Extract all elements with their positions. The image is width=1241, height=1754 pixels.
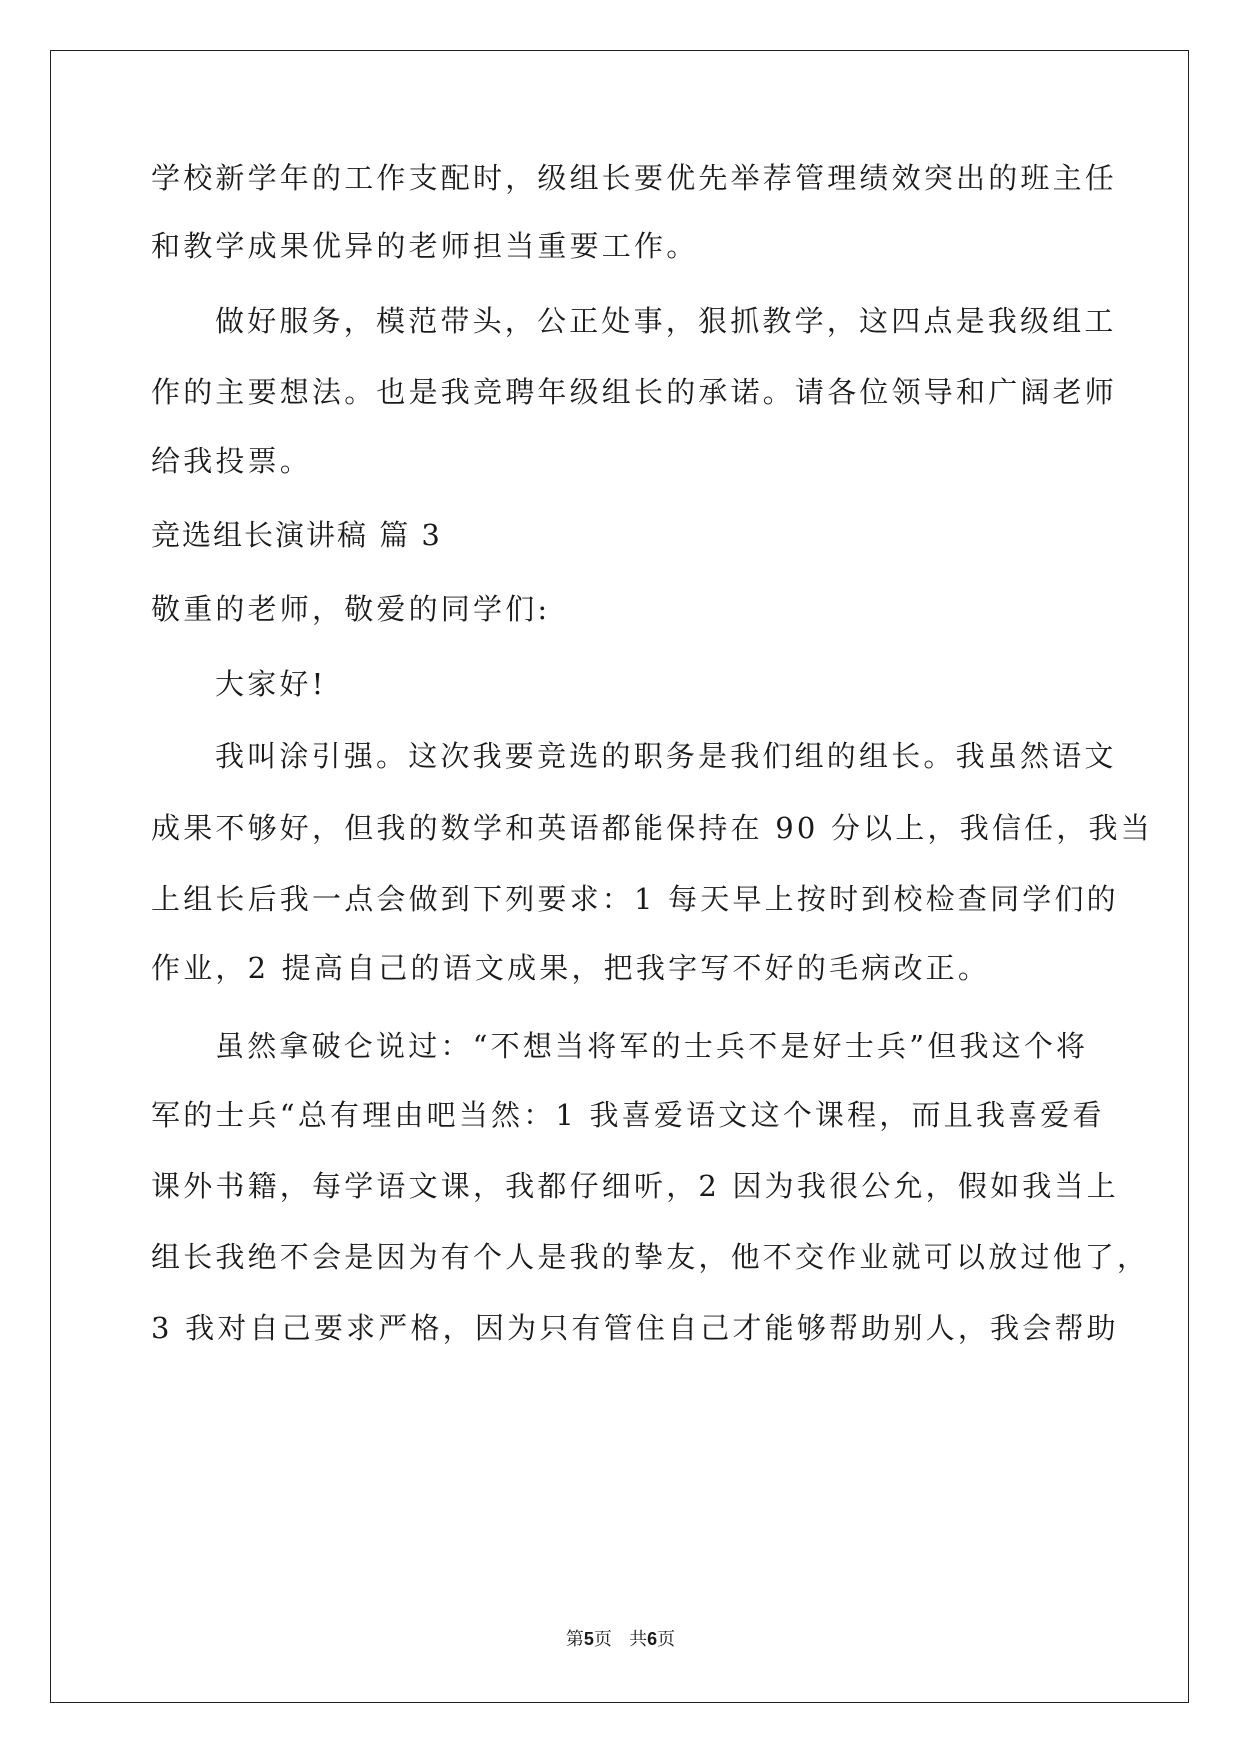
paragraph-line: 给我投票。 (151, 444, 313, 478)
paragraph-line: 作的主要想法。也是我竞聘年级组长的承诺。请各位领导和广阔老师 (151, 375, 1118, 409)
paragraph-line: 军的士兵“总有理由吧当然：1 我喜爱语文这个课程，而且我喜爱看 (151, 1098, 1105, 1132)
paragraph-line: 虽然拿破仑说过：“不想当将军的士兵不是好士兵”但我这个将 (215, 1029, 1089, 1063)
paragraph-line: 3 我对自己要求严格，因为只有管住自己才能够帮助别人，我会帮助 (151, 1311, 1119, 1345)
current-page-number: 5 (583, 1629, 594, 1649)
page-border (50, 50, 1189, 1703)
paragraph-line: 上组长后我一点会做到下列要求：1 每天早上按时到校检查同学们的 (151, 882, 1119, 916)
page-mid: 页 共 (593, 1629, 648, 1650)
section-heading: 竞选组长演讲稿 篇 3 (151, 518, 442, 552)
paragraph-line: 我叫涂引强。这次我要竞选的职务是我们组的组长。我虽然语文 (215, 739, 1117, 773)
paragraph-line: 学校新学年的工作支配时，级组长要优先举荐管理绩效突出的班主任 (151, 161, 1118, 195)
paragraph-line: 组长我绝不会是因为有个人是我的挚友，他不交作业就可以放过他了， (151, 1240, 1150, 1274)
salutation-line: 敬重的老师，敬爱的同学们: (151, 592, 551, 626)
paragraph-line: 和教学成果优异的老师担当重要工作。 (151, 229, 699, 263)
total-page-number: 6 (647, 1629, 658, 1649)
page-suffix: 页 (657, 1629, 676, 1650)
paragraph-line: 课外书籍，每学语文课，我都仔细听，2 因为我很公允，假如我当上 (151, 1169, 1119, 1203)
paragraph-line: 成果不够好，但我的数学和英语都能保持在 90 分以上，我信任，我当 (151, 811, 1153, 845)
greeting-line: 大家好! (215, 667, 327, 701)
page-prefix: 第 (565, 1629, 584, 1650)
page-footer (0, 1625, 1241, 1651)
paragraph-line: 做好服务，模范带头，公正处事，狠抓教学，这四点是我级组工 (215, 304, 1117, 338)
paragraph-line: 作业，2 提高自己的语文成果，把我字写不好的毛病改正。 (151, 951, 991, 985)
